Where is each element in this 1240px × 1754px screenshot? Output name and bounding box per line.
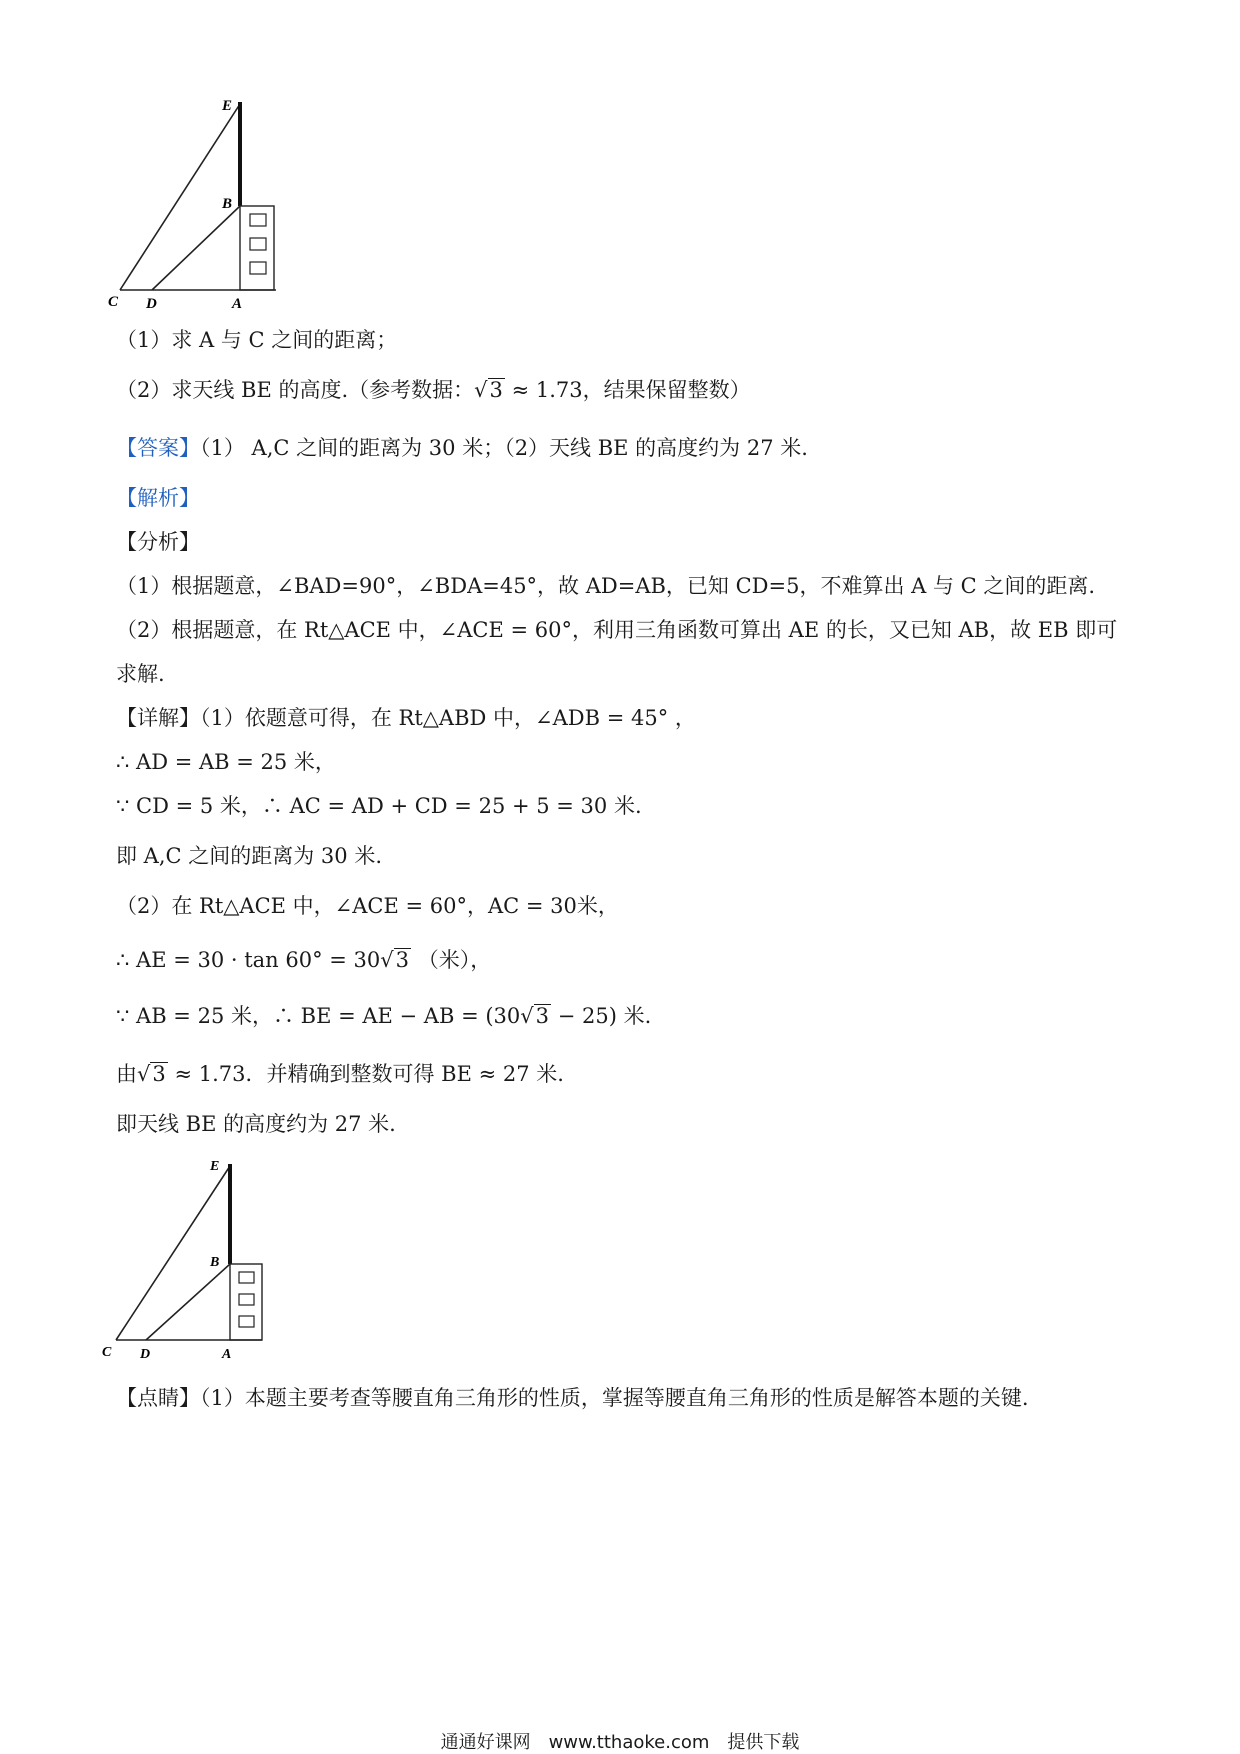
label-d: D xyxy=(146,296,157,312)
window-b1 xyxy=(239,1272,254,1283)
window-2 xyxy=(250,238,266,250)
analysis-subtag: 【分析】 xyxy=(116,530,200,554)
answer-tag: 【答案】 xyxy=(116,436,200,460)
question-1: （1）求 A 与 C 之间的距离； xyxy=(116,328,398,352)
label-d-2: D xyxy=(140,1347,151,1362)
building xyxy=(240,206,274,290)
footer: 通通好课网 www.tthaoke.com 提供下载 xyxy=(440,1732,800,1753)
detail-l8: 由√3 ≈ 1.73．并精确到整数可得 BE ≈ 27 米. xyxy=(116,1062,564,1086)
label-c: C xyxy=(108,294,119,310)
analysis-p1: （1）根据题意，∠BAD=90°，∠BDA=45°，故 AD=AB，已知 CD=5，不难算出 A 与 C 之间的距离. xyxy=(116,574,1096,598)
detail-l2: ∴ AD = AB = 25 米， xyxy=(116,750,336,774)
label-b: B xyxy=(222,196,233,212)
detail-l6: ∴ AE = 30 · tan 60° = 30√3 （米）， xyxy=(116,948,492,972)
detail-tag: 【详解】 xyxy=(116,706,200,730)
detail-l5: （2）在 Rt△ACE 中，∠ACE = 60°，AC = 30米， xyxy=(116,894,619,918)
detail-l1: 【详解】（1）依题意可得，在 Rt△ABD 中，∠ADB = 45° ， xyxy=(116,706,696,730)
window-b2 xyxy=(239,1294,254,1305)
label-a-2: A xyxy=(222,1347,232,1362)
detail-l9: 即天线 BE 的高度约为 27 米. xyxy=(116,1112,396,1136)
window-b3 xyxy=(239,1316,254,1327)
figure-top xyxy=(108,92,312,352)
label-a: A xyxy=(232,296,243,312)
window-3 xyxy=(250,262,266,274)
analysis-p2a: （2）根据题意，在 Rt△ACE 中，∠ACE = 60°，利用三角函数可算出 AE 的长，又已知 AB，故 EB 即可 xyxy=(116,618,1118,642)
answer-line: 【答案】（1） A,C 之间的距离为 30 米；（2）天线 BE 的高度约为 27 米. xyxy=(116,436,808,460)
comment-tag: 【点睛】 xyxy=(116,1386,200,1410)
figure-bottom xyxy=(102,1158,298,1368)
line-ce-2 xyxy=(116,1166,230,1340)
building-2 xyxy=(230,1264,262,1340)
label-b-2: B xyxy=(210,1255,220,1270)
analysis-p2b: 求解. xyxy=(116,662,165,686)
comment-line: 【点睛】（1）本题主要考查等腰直角三角形的性质，掌握等腰直角三角形的性质是解答本题的关键. xyxy=(116,1386,1029,1410)
detail-l3: ∵ CD = 5 米，∴ AC = AD + CD = 25 + 5 = 30 米. xyxy=(116,794,642,818)
window-1 xyxy=(250,214,266,226)
label-e-2: E xyxy=(210,1159,220,1174)
question-2: （2）求天线 BE 的高度.（参考数据：√3 ≈ 1.73，结果保留整数） xyxy=(116,378,751,402)
detail-l4: 即 A,C 之间的距离为 30 米. xyxy=(116,844,383,868)
analysis-tag: 【解析】 xyxy=(116,486,200,510)
label-c-2: C xyxy=(102,1345,112,1360)
label-e: E xyxy=(222,98,233,114)
sqrt-3: 3 xyxy=(489,378,503,402)
detail-l7: ∵ AB = 25 米，∴ BE = AE − AB = (30√3 − 25) 米. xyxy=(116,1004,652,1028)
